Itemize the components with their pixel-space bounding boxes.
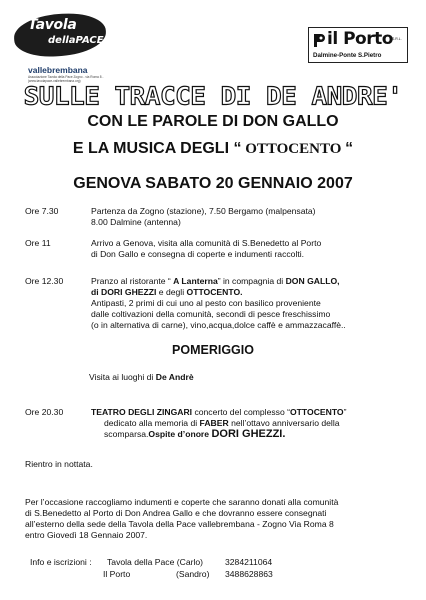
concert-band: OTTOCENTO xyxy=(289,407,344,417)
notice-line-2: di S.Benedetto al Porto di Don Andrea Gallo e che dovranno essere consegnati xyxy=(25,508,327,518)
subtitle-musica-post: “ xyxy=(345,140,354,157)
desc-1b: 8.00 Dalmine (antenna) xyxy=(91,217,181,227)
desc-3b xyxy=(91,287,243,298)
teatro-name: TEATRO DEGLI ZINGARI xyxy=(91,407,193,417)
time-3: Ore 12.30 xyxy=(25,276,64,286)
desc-3d: dalle coltivazioni della comunità, secondi di pesce freschissimo xyxy=(91,309,331,319)
desc-2b: di Don Gallo e consegna di coperte e indumenti raccolti. xyxy=(91,249,305,259)
time-2: Ore 11 xyxy=(25,238,51,248)
porto-name: il Porto xyxy=(327,29,393,49)
desc-4b-pre: dedicato alla memoria di xyxy=(104,418,200,428)
info-contact-1-phone: 3284211064 xyxy=(225,557,273,567)
rientro-line: Rientro in nottata. xyxy=(25,459,93,469)
desc-4b-post: nell’ottavo anniversario della xyxy=(228,418,340,428)
faber-name: FABER xyxy=(199,418,229,428)
notice-line-3: all’esterno della sede della Tavola della Pace vallebrembana - Zogno Via Roma 8 xyxy=(25,519,334,529)
time-1: Ore 7.30 xyxy=(25,206,59,216)
restaurant-name: A Lanterna xyxy=(173,276,218,286)
info-contact-2-phone: 3488628863 xyxy=(225,569,273,579)
subtitle-parole: CON LE PAROLE DI DON GALLO xyxy=(87,113,339,130)
desc-1a: Partenza da Zogno (stazione), 7.50 Bergamo (malpensata) xyxy=(91,206,316,216)
guest-don-gallo: DON GALLO, xyxy=(285,276,340,286)
il-porto-logo xyxy=(308,27,408,63)
subtitle-musica xyxy=(0,140,426,158)
logo-name-top: Tavola xyxy=(28,17,77,33)
guest-dori-ghezzi: di DORI GHEZZI xyxy=(91,287,157,297)
desc-3b-mid: e degli xyxy=(156,287,187,297)
date-line: GENOVA SABATO 20 GENNAIO 2007 xyxy=(73,175,353,192)
porto-suffix: S.R.L. xyxy=(392,37,402,41)
tavola-della-pace-logo xyxy=(14,14,110,83)
main-title: SULLE TRACCE DI DE ANDRE' xyxy=(23,82,403,112)
info-contact-2-org: Il Porto xyxy=(103,569,131,579)
info-contact-1-org: Tavola della Pace (Carlo) xyxy=(107,557,204,567)
desc-4a-mid: concerto del complesso “ xyxy=(192,407,290,417)
desc-3c: Antipasti, 2 primi di cui uno al pesto con basilico proveniente xyxy=(91,298,321,308)
desc-4a-post: ” xyxy=(343,407,347,417)
desc-4b xyxy=(104,418,340,429)
info-label: Info e iscrizioni : xyxy=(30,557,92,567)
desc-3e: (o in alternativa di carne), vino,acqua,dolce caffè e ammazzacaffè.. xyxy=(91,320,346,330)
notice-line-1: Per l’occasione raccogliamo indumenti e coperte che saranno donati alla comunità xyxy=(25,497,339,507)
logo-fineprint: Associazione Tavola della Pace Zogno - via Roma 8 - (www.tavolapace-vallebrembana.org) xyxy=(28,75,104,83)
logo-subtitle: vallebrembana xyxy=(28,65,88,75)
desc-4c xyxy=(104,429,285,440)
ospite-label: Ospite d’onore xyxy=(148,429,212,439)
info-contact-2-person: (Sandro) xyxy=(176,569,210,579)
desc-3a-mid: ” in compagnia di xyxy=(217,276,286,286)
porto-place: Dalmine-Ponte S.Pietro xyxy=(313,52,382,59)
ospite-name: DORI GHEZZI. xyxy=(211,428,286,440)
visita-pre: Visita ai luoghi di xyxy=(89,372,156,382)
time-4: Ore 20.30 xyxy=(25,407,64,417)
visita-de-andre: De Andrè xyxy=(155,372,194,382)
desc-4a xyxy=(91,407,347,418)
guest-ottocento: OTTOCENTO. xyxy=(186,287,243,297)
visita-line xyxy=(89,372,194,383)
subtitle-musica-pre: E LA MUSICA DEGLI “ xyxy=(72,140,242,157)
logo-name-bottom: dellaPACE xyxy=(48,35,104,46)
desc-4c-pre: scomparsa. xyxy=(104,429,149,439)
desc-2a: Arrivo a Genova, visita alla comunità di S.Benedetto al Porto xyxy=(91,238,322,248)
desc-3a-pre: Pranzo al ristorante “ xyxy=(91,276,174,286)
porto-mark-icon xyxy=(312,32,326,48)
pomeriggio-heading: POMERIGGIO xyxy=(172,343,254,357)
desc-3a xyxy=(91,276,340,287)
notice-line-4: entro Giovedì 18 Gennaio 2007. xyxy=(25,530,148,540)
subtitle-musica-name: OTTOCENTO xyxy=(241,141,346,157)
